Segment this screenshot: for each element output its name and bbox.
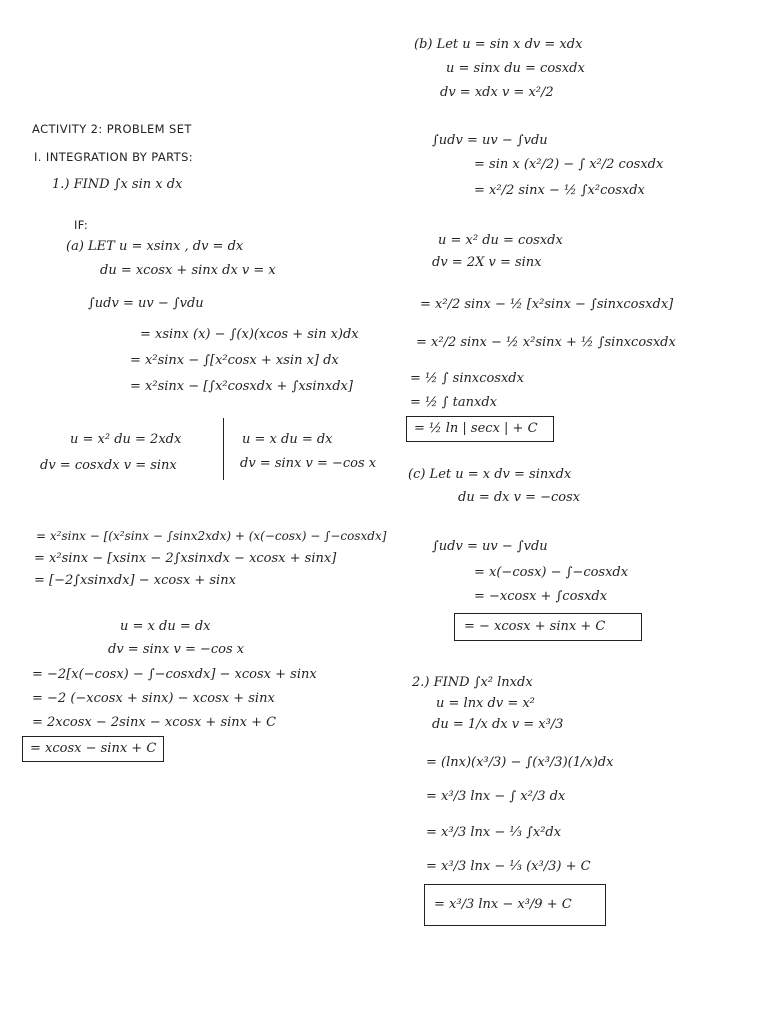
final-1: = −2[x(−cosx) − ∫−cosxdx] − xcosx + sinx <box>32 667 317 682</box>
p2-setup-2: du = 1/x dx v = x³/3 <box>432 717 564 732</box>
p2-step-3: = x³/3 lnx − ⅓ ∫x²dx <box>426 825 562 840</box>
b-setup-1: (b) Let u = sin x dv = xdx <box>414 37 583 52</box>
sub-right-1: u = x du = dx <box>242 432 333 447</box>
b-setup-3: dv = xdx v = x²/2 <box>440 85 554 100</box>
final-3: = 2xcosx − 2sinx − xcosx + sinx + C <box>32 715 277 730</box>
step-a-3: ∫udv = uv − ∫vdu <box>88 296 204 311</box>
p2-step-4: = x³/3 lnx − ⅓ (x³/3) + C <box>426 859 591 874</box>
expand-3: = [−2∫xsinxdx] − xcosx + sinx <box>34 573 236 588</box>
expand-2: = x²sinx − [xsinx − 2∫xsinxdx − xcosx + sinx] <box>34 551 337 566</box>
b-step-3: = x²/2 sinx − ½ ∫x²cosxdx <box>474 183 645 198</box>
b-step-2: = sin x (x²/2) − ∫ x²/2 cosxdx <box>474 157 664 172</box>
activity-heading: ACTIVITY 2: PROBLEM SET <box>32 122 192 136</box>
step-a-2: du = xcosx + sinx dx v = x <box>100 263 276 278</box>
sub-right-2: dv = sinx v = −cos x <box>240 456 377 471</box>
answer-2: = x³/3 lnx − x³/9 + C <box>434 897 572 912</box>
step-a-1: (a) LET u = xsinx , dv = dx <box>66 239 244 254</box>
section-heading: I. INTEGRATION BY PARTS: <box>34 150 194 164</box>
c-setup-1: (c) Let u = x dv = sinxdx <box>408 467 572 482</box>
p2-step-2: = x³/3 lnx − ∫ x²/3 dx <box>426 789 566 804</box>
final-2: = −2 (−xcosx + sinx) − xcosx + sinx <box>32 691 275 706</box>
if-label: IF: <box>74 218 89 232</box>
sub3-2: dv = sinx v = −cos x <box>108 642 245 657</box>
answer-b: = ½ ln | secx | + C <box>414 421 538 436</box>
sub3-1: u = x du = dx <box>120 619 211 634</box>
column-divider <box>223 418 224 480</box>
step-a-4: = xsinx (x) − ∫(x)(xcos + sin x)dx <box>140 327 359 342</box>
c-setup-2: du = dx v = −cosx <box>458 490 581 505</box>
answer-1: = xcosx − sinx + C <box>30 741 157 756</box>
b-sub-2: dv = 2X v = sinx <box>432 255 542 270</box>
b-setup-2: u = sinx du = cosxdx <box>446 61 585 76</box>
b-step-1: ∫udv = uv − ∫vdu <box>432 133 548 148</box>
b-more-1: = x²/2 sinx − ½ [x²sinx − ∫sinxcosxdx] <box>420 297 674 312</box>
c-step-3: = −xcosx + ∫cosxdx <box>474 589 608 604</box>
c-step-1: ∫udv = uv − ∫vdu <box>432 539 548 554</box>
expand-1: = x²sinx − [(x²sinx − ∫sinx2xdx) + (x(−cosx) − ∫−cosxdx] <box>36 529 387 543</box>
p2-step-1: = (lnx)(x³/3) − ∫(x³/3)(1/x)dx <box>426 755 614 770</box>
c-step-2: = x(−cosx) − ∫−cosxdx <box>474 565 629 580</box>
p2-setup-1: u = lnx dv = x² <box>436 696 535 711</box>
sub-left-1: u = x² du = 2xdx <box>70 432 182 447</box>
step-a-5: = x²sinx − ∫[x²cosx + xsin x] dx <box>130 353 339 368</box>
step-a-6: = x²sinx − [∫x²cosxdx + ∫xsinxdx] <box>130 379 353 394</box>
b-more-2: = x²/2 sinx − ½ x²sinx + ½ ∫sinxcosxdx <box>416 335 676 350</box>
problem-2-title: 2.) FIND ∫x² lnxdx <box>412 675 533 690</box>
answer-c: = − xcosx + sinx + C <box>464 619 606 634</box>
b-more-4: = ½ ∫ tanxdx <box>410 395 497 410</box>
b-more-3: = ½ ∫ sinxcosxdx <box>410 371 524 386</box>
sub-left-2: dv = cosxdx v = sinx <box>40 458 177 473</box>
problem-1-title: 1.) FIND ∫x sin x dx <box>52 177 183 192</box>
b-sub-1: u = x² du = cosxdx <box>438 233 563 248</box>
